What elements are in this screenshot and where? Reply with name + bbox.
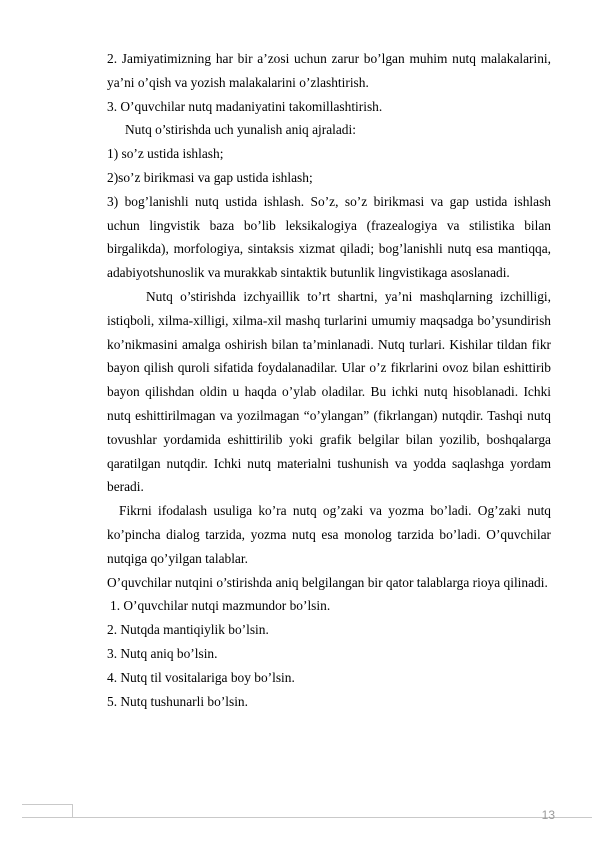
paragraph-goal-3: 3. O’quvchilar nutq madaniyatini takomillashtirish. [107, 98, 383, 114]
direction-item-3: 3) bog’lanishli nutq ustida ishlash. So’z, so’z birikmasi va gap ustida ishlash uchun lingvistik baza bo’lib leksikalogiya (frazealogiya va stilistika bilan birgalikda), morfologiya, sintaksis xizmat qiladi; bog’lanishli nutq esa mantiqqa, adabiyotshunoslik va murakkab sintaktik butunlik lingvistikaga asoslanadi. [107, 193, 551, 281]
direction-item-1: 1) so’z ustida ishlash; [107, 146, 224, 162]
direction-item-2: 2)so’z birikmasi va gap ustida ishlash; [107, 169, 313, 185]
paragraph-goal-2: 2. Jamiyatimizning har bir a’zosi uchun zarur bo’lgan muhim nutq malakalarini, ya’ni o’qish va yozish malakalarini o’zlashtirish. [107, 51, 551, 90]
requirement-item-5: 5. Nutq tushunarli bo’lsin. [107, 693, 248, 709]
paragraph-oral-written: Fikrni ifodalash usuliga ko’ra nutq og’zaki va yozma bo’ladi. Og’zaki nutq ko’pincha dialog tarzida, yozma nutq esa monolog tarzida bo’ladi. O’quvchilar nutqiga qo’yilgan talablar. [107, 503, 551, 566]
body-text [107, 47, 551, 713]
paragraph-requirements-intro: O’quvchilar nutqini o’stirishda aniq belgilangan bir qator talablarga rioya qilinadi. [107, 574, 548, 590]
requirement-item-4: 4. Nutq til vositalariga boy bo’lsin. [107, 669, 295, 685]
requirement-item-1: 1. O’quvchilar nutqi mazmundor bo’lsin. [110, 598, 331, 614]
footer-line [22, 817, 592, 818]
footer-rule [22, 804, 592, 818]
requirement-item-2: 2. Nutqda mantiqiylik bo’lsin. [107, 622, 269, 638]
paragraph-speech-types: Nutq o’stirishda izchyaillik to’rt shartni, ya’ni mashqlarning izchilligi, istiqboli, xilma-xilligi, xilma-xil mashq turlarini umumiy maqsadga bo’ysundirish ko’nikmasini amalga oshirish bilan ta’minlanadi. Nutq turlari. Kishilar tildan fikr bayon qilish quroli sifatida foydalanadilar. Ular o’z fikrlarini ovoz bilan eshittirib bayon qilishdan oldin u haqda o’ylab oladilar. Bu ichki nutq hisoblanadi. Ichki nutq eshittirilmagan va yozilmagan “o’ylangan” (fikrlangan) nutqdir. Tashqi nutq tovushlar yordamida eshittirilib yoki grafik belgilar bilan yozilib, boshqalarga qaratilgan nutqdir. Ichki nutq materialni tushunish va yodda saqlashga yordam beradi. [107, 288, 551, 495]
footer-tab-outline [22, 804, 73, 818]
requirement-item-3: 3. Nutq aniq bo’lsin. [107, 645, 218, 661]
page-number: 13 [541, 808, 555, 822]
paragraph-directions-intro: Nutq o’stirishda uch yunalish aniq ajraladi: [125, 122, 356, 138]
